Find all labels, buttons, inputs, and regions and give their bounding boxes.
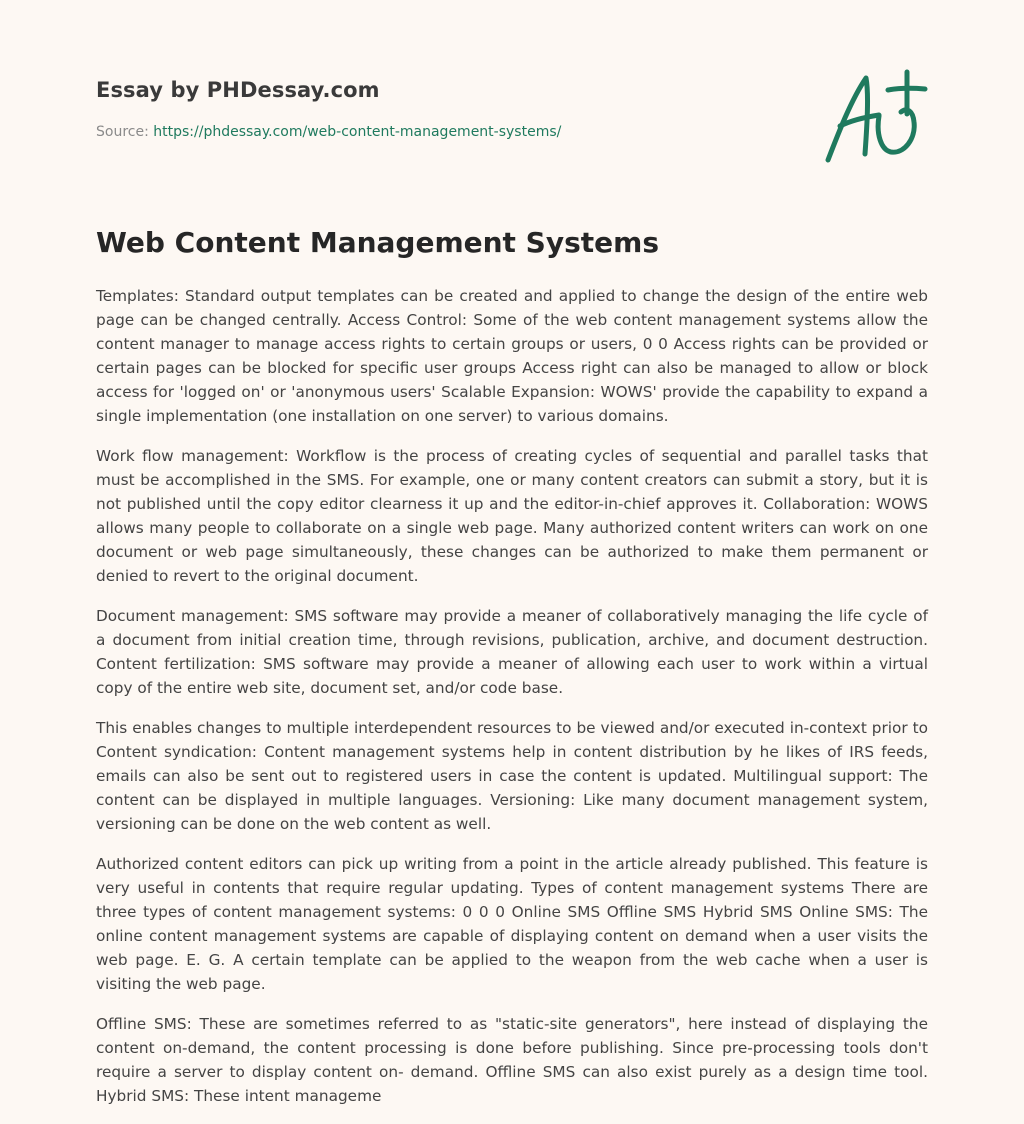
- essay-body: [96, 284, 928, 1124]
- essay-paragraph: Authorized content editors can pick up writing from a point in the article already published. This feature is very useful in contents that require regular updating. Types of content management systems There are three types of content management systems: 0 0 0 Online SMS Offline SMS Hybrid SMS Online SMS: The online content management systems are capable of displaying content on demand when a user visits the web page. E. G. A certain template can be applied to the weapon from the web cache when a user is visiting the web page.: [96, 855, 928, 993]
- essay-paragraph: This enables changes to multiple interdependent resources to be viewed and/or executed in-context prior to Content syndication: Content management systems help in content distribution by he likes of IRS feeds, emails can also be sent out to registered users in case the content is updated. Multilingual support: The content can be displayed in multiple languages. Versioning: Like many document management system, versioning can be done on the web content as well.: [96, 719, 928, 833]
- essay-paragraph: Work flow management: Workflow is the process of creating cycles of sequential and parallel tasks that must be accomplished in the SMS. For example, one or many content creators can submit a story, but it is not published until the copy editor clearness it up and the editor-in-chief approves it. Collaboration: WOWS allows many people to collaborate on a single web page. Many authorized content writers can work on one document or web page simultaneously, these changes can be authorized to make them permanent or denied to revert to the original document.: [96, 447, 928, 585]
- essay-paragraph: Document management: SMS software may provide a meaner of collaboratively managing the life cycle of a document from initial creation time, through revisions, publication, archive, and document destruction. Content fertilization: SMS software may provide a meaner of allowing each user to work within a virtual copy of the entire web site, document set, and/or code base.: [96, 607, 928, 697]
- essay-title: Web Content Management Systems: [96, 226, 659, 259]
- source-link[interactable]: https://phdessay.com/web-content-management-systems/: [153, 124, 562, 140]
- essay-paragraph: Offline SMS: These are sometimes referred to as "static-site generators", here instead of displaying the content on-demand, the content processing is done before publishing. Since pre-processing tools don't require a server to display content on- demand. Offline SMS can also exist purely as a design time tool. Hybrid SMS: These intent manageme: [96, 1015, 928, 1105]
- source-line: [96, 124, 561, 140]
- a-plus-grade-logo-icon: [821, 64, 931, 168]
- essay-paragraph: Templates: Standard output templates can be created and applied to change the design of the entire web page can be changed centrally. Access Control: Some of the web content management systems allow the content manager to manage access rights to certain groups or users, 0 0 Access rights can be provided or certain pages can be blocked for specific user groups Access right can also be managed to allow or block access for 'logged on' or 'anonymous users' Scalable Expansion: WOWS' provide the capability to expand a single implementation (one installation on one server) to various domains.: [96, 287, 928, 425]
- source-label: Source:: [96, 124, 154, 140]
- site-brand: Essay by PHDessay.com: [96, 78, 380, 102]
